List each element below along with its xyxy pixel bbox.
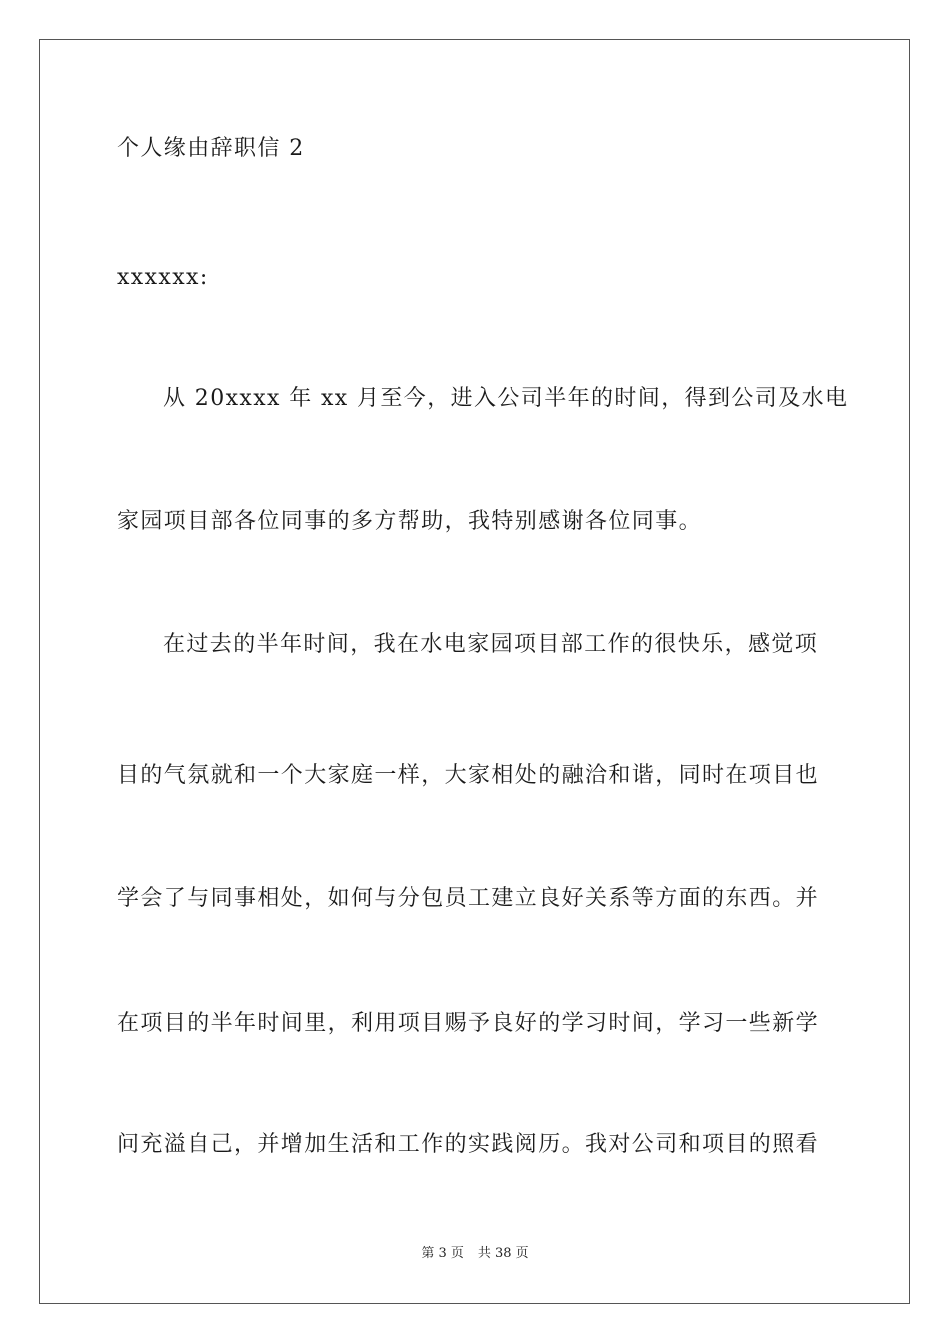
total-pages: 共 38 页	[477, 1246, 529, 1261]
body-line: 目的气氛就和一个大家庭一样，大家相处的融洽和谐，同时在项目也	[117, 763, 820, 788]
body-line: 学会了与同事相处，如何与分包员工建立良好关系等方面的东西。并	[117, 886, 820, 911]
body-line: 问充溢自己，并增加生活和工作的实践阅历。我对公司和项目的照看	[117, 1132, 820, 1157]
document-title: 个人缘由辞职信 2	[117, 136, 305, 161]
body-line: 家园项目部各位同事的多方帮助，我特别感谢各位同事。	[117, 509, 703, 534]
page-border	[39, 39, 910, 1304]
body-line: 在项目的半年时间里，利用项目赐予良好的学习时间，学习一些新学	[117, 1011, 820, 1036]
current-page-number: 第 3 页	[421, 1246, 464, 1261]
body-line: 从 20xxxx 年 xx 月至今，进入公司半年的时间，得到公司及水电	[163, 386, 849, 411]
body-line: 在过去的半年时间，我在水电家园项目部工作的很快乐，感觉项	[163, 632, 819, 657]
page-footer	[0, 1246, 950, 1262]
salutation: xxxxxx:	[117, 265, 209, 290]
